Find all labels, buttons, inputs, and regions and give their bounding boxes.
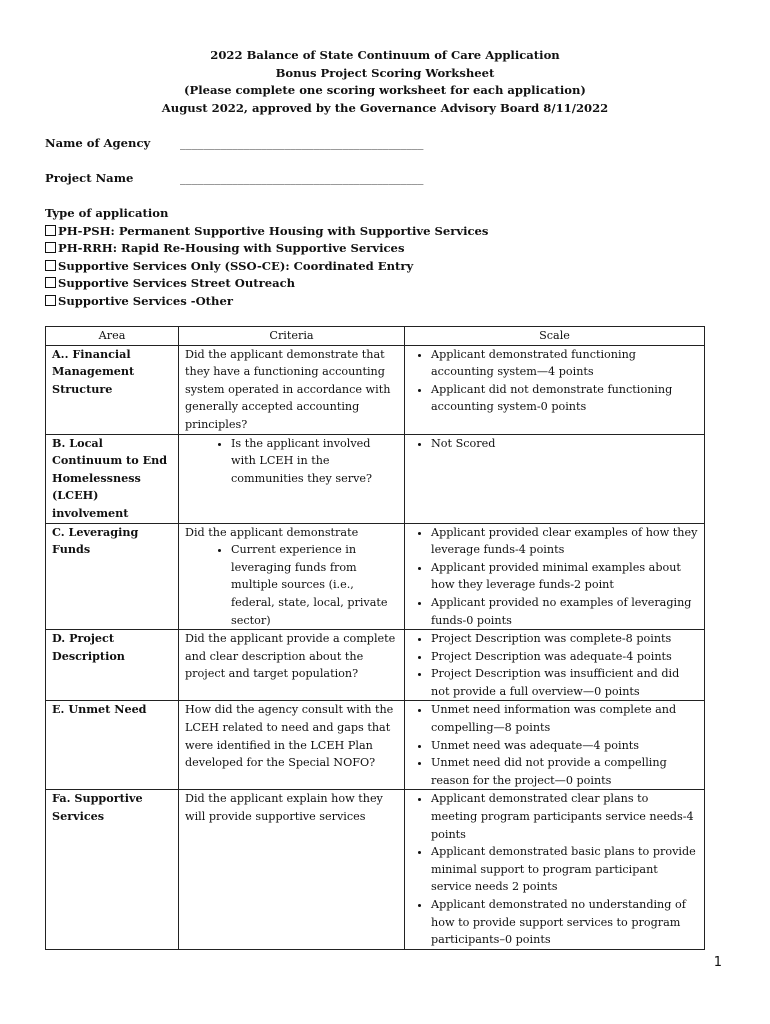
criteria-cell bbox=[179, 434, 405, 523]
table-row bbox=[46, 434, 705, 523]
agency-name-field bbox=[45, 136, 424, 150]
page-number: 1 bbox=[713, 955, 722, 970]
checkbox-icon[interactable] bbox=[45, 277, 56, 288]
scale-item: • Applicant did not demonstrate functioning accounting system-0 points bbox=[431, 381, 698, 416]
scale-item: • Unmet need was adequate—4 points bbox=[431, 737, 698, 755]
table-header-row bbox=[46, 327, 705, 346]
column-header-criteria: Criteria bbox=[179, 327, 405, 346]
scale-cell bbox=[405, 434, 705, 523]
checkbox-icon[interactable] bbox=[45, 242, 56, 253]
scale-item: • Project Description was insufficient and did not provide a full overview—0 points bbox=[431, 665, 698, 700]
criteria-cell bbox=[179, 701, 405, 790]
column-header-area: Area bbox=[46, 327, 179, 346]
document-header bbox=[0, 47, 770, 117]
criteria-item: • Is the applicant involved with LCEH in the communities they serve? bbox=[231, 435, 398, 488]
scale-cell bbox=[405, 345, 705, 434]
table-row bbox=[46, 630, 705, 701]
application-type-heading: Type of application bbox=[45, 206, 169, 220]
header-subtitle: Bonus Project Scoring Worksheet bbox=[275, 65, 495, 80]
area-cell: A.. Financial Management Structure bbox=[46, 345, 179, 434]
checkbox-icon[interactable] bbox=[45, 260, 56, 271]
criteria-text: Did the applicant explain how they will provide supportive services bbox=[185, 792, 383, 824]
agency-name-blank[interactable]: __________________________________________ bbox=[180, 136, 424, 150]
scale-item: • Applicant demonstrated clear plans to meeting program participants service needs-4 points bbox=[431, 790, 698, 843]
area-cell: C. Leveraging Funds bbox=[46, 523, 179, 630]
header-approval: August 2022, approved by the Governance Advisory Board 8/11/2022 bbox=[161, 100, 609, 115]
scale-cell bbox=[405, 790, 705, 949]
scale-item: • Applicant demonstrated functioning accounting system—4 points bbox=[431, 346, 698, 381]
scale-cell bbox=[405, 630, 705, 701]
scale-item: • Applicant provided no examples of leveraging funds-0 points bbox=[431, 594, 698, 629]
scale-cell bbox=[405, 701, 705, 790]
column-header-scale: Scale bbox=[405, 327, 705, 346]
checkbox-icon[interactable] bbox=[45, 295, 56, 306]
header-title: 2022 Balance of State Continuum of Care Application bbox=[210, 48, 560, 62]
agency-name-label: Name of Agency bbox=[45, 136, 151, 150]
criteria-cell bbox=[179, 630, 405, 701]
header-instructions: (Please complete one scoring worksheet for each application) bbox=[184, 83, 586, 98]
criteria-text: Did the applicant demonstrate that they have a functioning accounting system operated in accordance with generally accepted accounting principles? bbox=[185, 347, 391, 431]
scale-item: • Unmet need did not provide a compelling reason for the project—0 points bbox=[431, 754, 698, 789]
criteria-text: Did the applicant demonstrate bbox=[185, 525, 359, 539]
project-name-blank[interactable]: __________________________________________ bbox=[180, 171, 424, 185]
scale-item: • Not Scored bbox=[431, 435, 698, 453]
scale-item: • Unmet need information was complete and compelling—8 points bbox=[431, 701, 698, 736]
project-name-label: Project Name bbox=[45, 171, 134, 185]
checkbox-icon[interactable] bbox=[45, 225, 56, 236]
application-type-section bbox=[45, 205, 488, 310]
scale-item: • Applicant demonstrated basic plans to provide minimal support to program participant service needs 2 points bbox=[431, 843, 698, 896]
scale-item: • Applicant demonstrated no understanding of how to provide support services to program participants–0 points bbox=[431, 896, 698, 949]
criteria-cell bbox=[179, 523, 405, 630]
criteria-cell bbox=[179, 345, 405, 434]
type-option[interactable]: Supportive Services Street Outreach bbox=[45, 275, 488, 293]
scale-item: • Project Description was adequate-4 points bbox=[431, 648, 698, 666]
criteria-text: How did the agency consult with the LCEH related to need and gaps that were identified in the LCEH Plan developed for the Special NOFO? bbox=[185, 703, 394, 770]
scale-item: • Applicant provided clear examples of how they leverage funds-4 points bbox=[431, 524, 698, 559]
criteria-item: • Current experience in leveraging funds from multiple sources (i.e., federal, state, local, private sector) bbox=[231, 541, 398, 629]
area-cell: E. Unmet Need bbox=[46, 701, 179, 790]
table-row bbox=[46, 523, 705, 630]
table-row bbox=[46, 790, 705, 949]
area-cell: Fa. Supportive Services bbox=[46, 790, 179, 949]
scale-cell bbox=[405, 523, 705, 630]
criteria-text: Did the applicant provide a complete and clear description about the project and target population? bbox=[185, 632, 396, 681]
table-row bbox=[46, 345, 705, 434]
area-cell: D. Project Description bbox=[46, 630, 179, 701]
scale-item: • Applicant provided minimal examples about how they leverage funds-2 point bbox=[431, 559, 698, 594]
area-cell: B. Local Continuum to End Homelessness (LCEH) involvement bbox=[46, 434, 179, 523]
table-row bbox=[46, 701, 705, 790]
type-option[interactable]: PH-RRH: Rapid Re-Housing with Supportive Services bbox=[45, 240, 488, 258]
type-option[interactable]: PH-PSH: Permanent Supportive Housing with Supportive Services bbox=[45, 223, 488, 241]
scale-item: • Project Description was complete-8 points bbox=[431, 630, 698, 648]
type-option[interactable]: Supportive Services Only (SSO-CE): Coordinated Entry bbox=[45, 258, 488, 276]
scoring-table bbox=[45, 326, 705, 950]
type-option[interactable]: Supportive Services -Other bbox=[45, 293, 488, 311]
criteria-cell bbox=[179, 790, 405, 949]
project-name-field bbox=[45, 171, 424, 185]
